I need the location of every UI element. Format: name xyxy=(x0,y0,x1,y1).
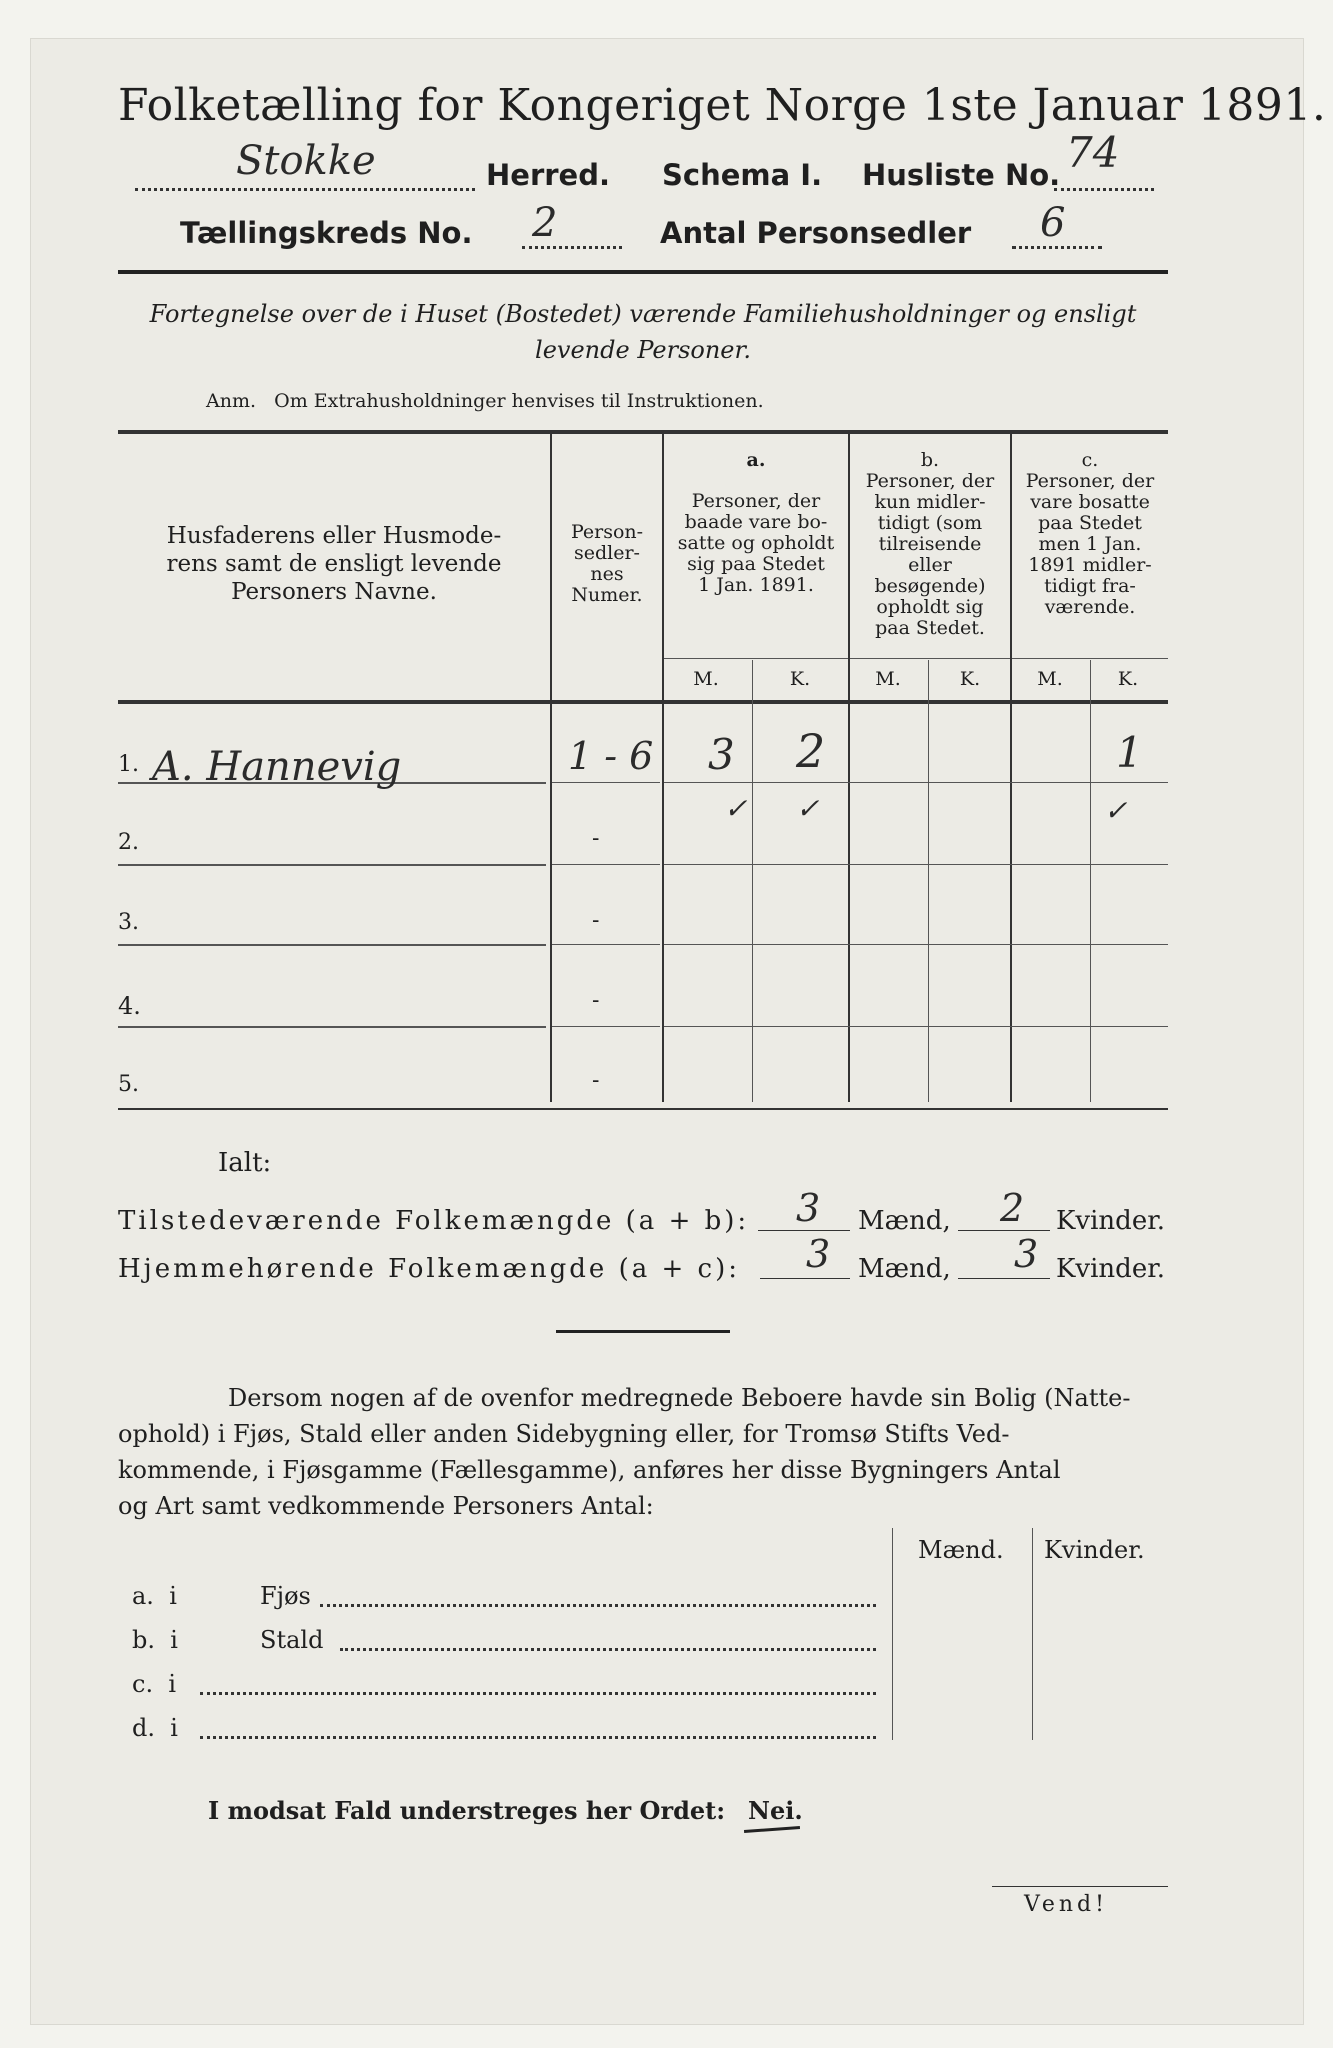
schema-label: Schema I. xyxy=(662,158,823,192)
col-b-letter: b. xyxy=(920,449,940,471)
item-letter: a. i xyxy=(132,1582,177,1610)
col-c-letter: c. xyxy=(1081,449,1099,471)
col-persons-header xyxy=(552,522,662,606)
row2-name-line xyxy=(118,864,546,866)
col-b-line5: eller xyxy=(908,554,952,576)
col-divider-a-mk xyxy=(752,660,753,1102)
col-a-line5: 1 Jan. 1891. xyxy=(698,574,814,596)
row1-a-m: 3 xyxy=(708,730,735,779)
vend-text: Vend! xyxy=(1024,1892,1108,1917)
row4-persons-line xyxy=(552,1026,660,1027)
col-a-line2: baade vare bo- xyxy=(684,511,828,533)
row-number: 3. xyxy=(118,910,139,935)
col-persons-line1: Person- xyxy=(570,521,644,543)
check-mark: ✓ xyxy=(724,792,748,825)
notice-divider-right xyxy=(1032,1528,1033,1740)
anm-note: Anm. Om Extrahusholdninger henvises til Instruktionen. xyxy=(206,390,764,412)
item-letter: c. i xyxy=(132,1670,177,1698)
row1-c-k: 1 xyxy=(1116,728,1143,777)
herred-value: Stokke xyxy=(236,138,376,184)
husliste-value: 74 xyxy=(1066,128,1120,177)
col-a-line4: sig paa Stedet xyxy=(687,553,825,575)
nei-word: Nei. xyxy=(748,1796,803,1825)
row1-name: A. Hannevig xyxy=(152,744,402,790)
item-dotted-line xyxy=(320,1604,876,1607)
row-number: 1. xyxy=(118,752,139,777)
col-c-line3: paa Stedet xyxy=(1038,512,1142,534)
col-divider-c-mk xyxy=(1090,660,1091,1102)
row5-persons: - xyxy=(592,1068,600,1093)
item-dotted-line xyxy=(200,1736,876,1739)
row4-name-line xyxy=(118,1026,546,1028)
row3-persons: - xyxy=(592,908,600,933)
tilstede-label: Tilstedeværende Folkemængde (a + b): xyxy=(118,1206,750,1236)
item-label: Stald xyxy=(260,1626,324,1654)
col-c-line1: Personer, der xyxy=(1025,470,1155,492)
col-names-line3: Personers Navne. xyxy=(231,579,437,605)
ialt-label: Ialt: xyxy=(218,1148,272,1178)
col-persons-line2: sedler- xyxy=(574,542,640,564)
husliste-label: Husliste No. xyxy=(862,158,1061,192)
col-names-header xyxy=(124,522,544,606)
col-b-line7: opholdt sig xyxy=(876,596,984,618)
herred-label: Herred. xyxy=(486,158,610,192)
herred-underline xyxy=(135,188,475,191)
c-m-label: M. xyxy=(1037,668,1063,690)
hjemme-maend-line xyxy=(760,1278,850,1279)
kreds-label: Tællingskreds No. xyxy=(180,216,473,250)
col-a-line1: Personer, der xyxy=(691,490,821,512)
item-dotted-line xyxy=(200,1692,876,1695)
row3-counts-line xyxy=(664,944,1168,945)
notice-line1: Dersom nogen af de ovenfor medregnede Beboere havde sin Bolig (Natte- xyxy=(228,1384,1131,1412)
kreds-value: 2 xyxy=(532,200,558,246)
tilstede-maend-line xyxy=(758,1230,850,1231)
col-names-line1: Husfaderens eller Husmode- xyxy=(166,523,502,549)
row1-a-k: 2 xyxy=(796,724,826,778)
row4-persons: - xyxy=(592,988,600,1013)
antal-value: 6 xyxy=(1040,200,1066,246)
col-b-line8: paa Stedet. xyxy=(875,617,985,639)
hjemme-label: Hjemmehørende Folkemængde (a + c): xyxy=(118,1254,740,1284)
item-dotted-line xyxy=(340,1648,876,1651)
notice-maend-header: Mænd. xyxy=(918,1536,1004,1564)
tilstede-maend-value: 3 xyxy=(796,1186,821,1230)
col-c-line5: 1891 midler- xyxy=(1028,554,1152,576)
maend-word: Mænd, xyxy=(858,1254,951,1284)
antal-underline xyxy=(1012,246,1102,249)
section-divider xyxy=(556,1330,730,1333)
col-b-header xyxy=(850,450,1010,639)
row1-persons-line xyxy=(552,782,660,783)
col-names-line2: rens samt de ensligt levende xyxy=(166,551,502,577)
table-bottom-rule xyxy=(118,1108,1168,1110)
hjemme-kvinder-line xyxy=(958,1278,1050,1279)
col-b-line1: Personer, der xyxy=(865,470,995,492)
row3-name-line xyxy=(118,944,546,946)
row3-persons-line xyxy=(552,944,660,945)
row2-persons-line xyxy=(552,864,660,865)
col-a-line3: satte og opholdt xyxy=(677,532,835,554)
col-persons-line4: Numer. xyxy=(571,584,643,606)
item-letter: d. i xyxy=(132,1714,178,1742)
hjemme-maend-value: 3 xyxy=(806,1232,831,1276)
notice-paragraph xyxy=(118,1380,1168,1524)
col-b-line2: kun midler- xyxy=(874,491,986,513)
col-b-line3: tidigt (som xyxy=(877,512,983,534)
item-letter: b. i xyxy=(132,1626,178,1654)
check-mark: ✓ xyxy=(1104,794,1128,827)
a-k-label: K. xyxy=(789,668,811,690)
item-label: Fjøs xyxy=(260,1582,311,1610)
hjemme-kvinder-value: 3 xyxy=(1014,1232,1039,1276)
row-number: 5. xyxy=(118,1072,139,1097)
modsat-text: I modsat Fald understreges her Ordet: xyxy=(208,1796,726,1825)
col-b-line6: besøgende) xyxy=(874,575,986,597)
notice-line2: ophold) i Fjøs, Stald eller anden Sidebygning eller, for Tromsø Stifts Ved- xyxy=(118,1420,1010,1448)
tilstede-kvinder-value: 2 xyxy=(1000,1186,1025,1230)
col-c-line4: men 1 Jan. xyxy=(1038,533,1142,555)
notice-kvinder-header: Kvinder. xyxy=(1044,1536,1145,1564)
col-a-letter: a. xyxy=(746,449,766,471)
col-c-line7: værende. xyxy=(1044,596,1136,618)
col-divider-b-mk xyxy=(928,660,929,1102)
col-a-header xyxy=(664,450,848,596)
a-m-label: M. xyxy=(693,668,719,690)
row-number: 4. xyxy=(118,992,141,1020)
col-b-line4: tilreisende xyxy=(878,533,982,555)
kvinder-word: Kvinder. xyxy=(1056,1254,1166,1284)
row2-persons: - xyxy=(592,826,600,851)
check-mark: ✓ xyxy=(796,792,820,825)
c-k-label: K. xyxy=(1117,668,1139,690)
mk-header-rule xyxy=(662,658,1168,659)
kvinder-word: Kvinder. xyxy=(1056,1206,1166,1236)
col-c-header xyxy=(1012,450,1168,618)
b-k-label: K. xyxy=(959,668,981,690)
b-m-label: M. xyxy=(875,668,901,690)
notice-line4: og Art samt vedkommende Personers Antal: xyxy=(118,1492,654,1520)
notice-line3: kommende, i Fjøsgamme (Fællesgamme), anføres her disse Bygningers Antal xyxy=(118,1456,1061,1484)
form-title: Folketælling for Kongeriget Norge 1ste Januar 1891. xyxy=(118,80,1327,131)
row2-counts-line xyxy=(664,864,1168,865)
row1-counts-line xyxy=(664,782,1168,783)
col-persons-line3: nes xyxy=(590,563,624,585)
kreds-underline xyxy=(522,246,622,249)
vend-rule xyxy=(992,1886,1168,1887)
intro-line1: Fortegnelse over de i Huset (Bostedet) værende Familiehusholdninger og ensligt xyxy=(149,300,1137,328)
antal-label: Antal Personsedler xyxy=(660,216,972,250)
notice-divider-left xyxy=(892,1528,893,1740)
col-c-line2: vare bosatte xyxy=(1030,491,1150,513)
header-rule xyxy=(118,270,1168,274)
row-number: 2. xyxy=(118,830,139,855)
row1-persons: 1 - 6 xyxy=(568,734,654,778)
intro-line2: levende Personer. xyxy=(535,336,751,364)
maend-word: Mænd, xyxy=(858,1206,951,1236)
col-c-line6: tidigt fra- xyxy=(1044,575,1136,597)
row4-counts-line xyxy=(664,1026,1168,1027)
husliste-underline xyxy=(1054,188,1154,191)
tilstede-kvinder-line xyxy=(958,1230,1050,1231)
